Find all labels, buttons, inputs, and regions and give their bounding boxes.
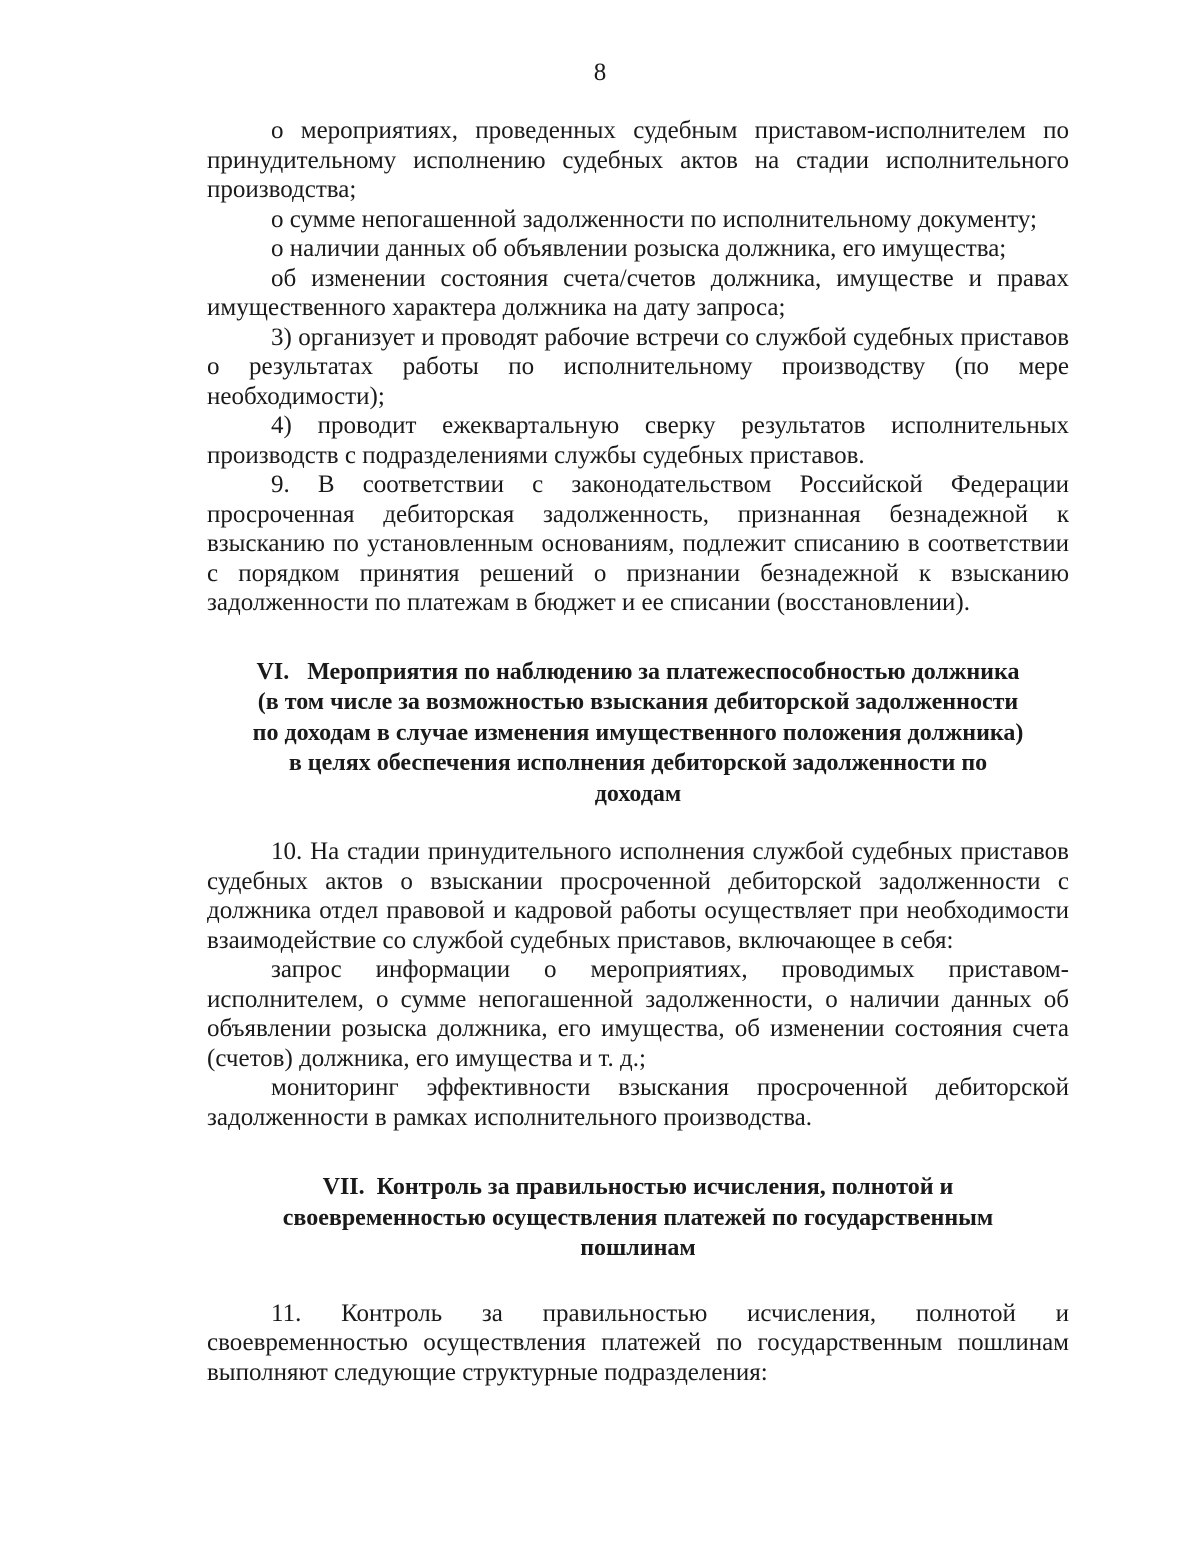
section-7-heading: VII. Контроль за правильностью исчисления, полнотой и своевременностью осуществления платежей по государственным пошлинам <box>282 1174 994 1261</box>
paragraph-measures-performed: о мероприятиях, проведенных судебным приставом-исполнителем по принудительному исполнению судебных актов на стадии исполнительного производства; <box>207 117 1069 203</box>
paragraph-search-declaration: о наличии данных об объявлении розыска должника, его имущества; <box>271 235 1007 262</box>
paragraph-clause-11: 11. Контроль за правильностью исчисления, полнотой и своевременностью осуществления платежей по государственным пошлинам выполняют следующие структурные подразделения: <box>207 1299 1069 1386</box>
page-number: 8 <box>593 59 607 86</box>
paragraph-efficiency-monitoring: мониторинг эффективности взыскания просроченной дебиторской задолженности в рамках исполнительного производства. <box>207 1074 1069 1131</box>
paragraph-account-status-change: об изменении состояния счета/счетов должника, имуществе и правах имущественного характера должника на дату запроса; <box>207 264 1069 321</box>
paragraph-clause-9: 9. В соответствии с законодательством Российской Федерации просроченная дебиторская задолженность, признанная безнадежной к взысканию по установленным основаниям, подлежит списанию в соответствии с порядком принятия решений о признании безнадежной к взысканию задолженности по платежам в бюджет и ее списании (восстановлении). <box>207 471 1069 616</box>
section-6-heading: VI. Мероприятия по наблюдению за платежеспособностью должника (в том числе за возможностью взыскания дебиторской задолженности по доходам в случае изменения имущественного положения должника) в целях обеспечения исполнения дебиторской задолженности по доходам <box>252 658 1024 807</box>
paragraph-unpaid-debt-sum: о сумме непогашенной задолженности по исполнительному документу; <box>271 205 1037 233</box>
paragraph-item-4-reconciliation: 4) проводит ежеквартальную сверку результатов исполнительных производств с подразделениями службы судебных приставов. <box>207 412 1069 469</box>
paragraph-information-request: запрос информации о мероприятиях, проводимых приставом-исполнителем, о сумме непогашенной задолженности, о наличии данных об объявлении розыска должника, его имущества, об изменении состояния счета (счетов) должника, его имущества и т. д.; <box>207 956 1069 1072</box>
document-body <box>207 116 1069 1387</box>
paragraph-clause-10: 10. На стадии принудительного исполнения службой судебных приставов судебных актов о взыскании просроченной дебиторской задолженности с должника отдел правовой и кадровой работы осуществляет при необходимости взаимодействие со службой судебных приставов, включающее в себя: <box>207 838 1069 954</box>
paragraph-item-3-meetings: 3) организует и проводят рабочие встречи со службой судебных приставов о результатах работы по исполнительному производству (по мере необходимости); <box>207 323 1069 410</box>
